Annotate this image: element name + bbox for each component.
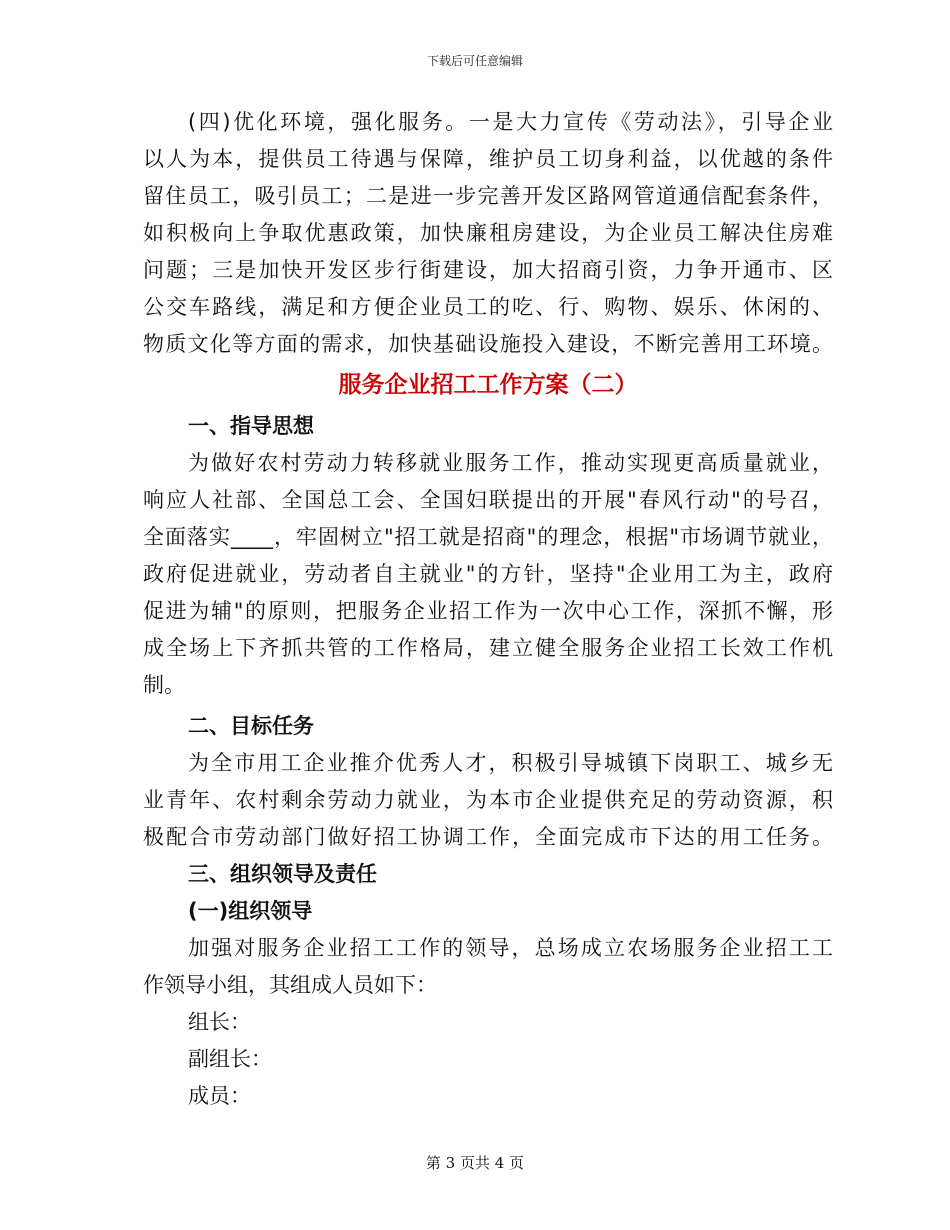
- paragraph-line: 政府促进就业，劳动者自主就业"的方针，坚持"企业用工为主，政府: [143, 562, 833, 586]
- paragraph-line: 以人为本，提供员工待遇与保障，维护员工切身利益，以优越的条件: [143, 147, 833, 171]
- role-deputy-leader: 副组长：: [188, 1047, 272, 1071]
- paragraph-line: 极配合市劳动部门做好招工协调工作，全面完成市下达的用工任务。: [143, 825, 833, 849]
- section-heading: 三、组织领导及责任: [188, 862, 377, 886]
- paragraph-line: 业青年、农村剩余劳动力就业，为本市企业提供充足的劳动资源，积: [143, 788, 833, 812]
- section-body: [143, 930, 833, 1115]
- paragraph-line: 为做好农村劳动力转移就业服务工作，推动实现更高质量就业，: [188, 451, 833, 475]
- document-title: 服务企业招工工作方案（二）: [338, 372, 638, 398]
- paragraph-line: 如积极向上争取优惠政策，加快廉租房建设，为企业员工解决住房难: [143, 221, 833, 245]
- paragraph-line: 全面落实____，牢固树立"招工就是招商"的理念，根据"市场调节就业，: [143, 525, 833, 549]
- paragraph-line: (四)优化环境，强化服务。一是大力宣传《劳动法》，引导企业: [188, 110, 833, 134]
- section-heading: 一、指导思想: [188, 414, 314, 438]
- paragraph-line: 物质文化等方面的需求，加快基础设施投入建设，不断完善用工环境。: [143, 332, 833, 356]
- page-footer: 第 3 页共 4 页: [425, 1154, 525, 1172]
- paragraph-line: 促进为辅"的原则，把服务企业招工作为一次中心工作，深抓不懈，形: [143, 599, 833, 623]
- subsection-heading: (一)组织领导: [188, 899, 313, 923]
- paragraph-line: 为全市用工企业推介优秀人才，积极引导城镇下岗职工、城乡无: [188, 751, 833, 775]
- paragraph-line: 留住员工，吸引员工；二是进一步完善开发区路网管道通信配套条件，: [143, 184, 833, 208]
- section-heading: 二、目标任务: [188, 714, 314, 738]
- document-body: [143, 104, 833, 1115]
- role-leader: 组长：: [188, 1010, 251, 1034]
- section-body: [143, 745, 833, 856]
- paragraph-line: 制。: [143, 673, 185, 697]
- paragraph-four: [143, 104, 833, 363]
- paragraph-line: 问题；三是加快开发区步行街建设，加大招商引资，力争开通市、区: [143, 258, 833, 282]
- paragraph-line: 加强对服务企业招工工作的领导，总场成立农场服务企业招工工: [188, 936, 833, 960]
- page-header: 下载后可任意编辑: [426, 54, 523, 68]
- section-body: [143, 445, 833, 704]
- paragraph-line: 响应人社部、全国总工会、全国妇联提出的开展"春风行动"的号召，: [143, 488, 833, 512]
- role-members: 成员：: [188, 1084, 251, 1108]
- paragraph-line: 公交车路线，满足和方便企业员工的吃、行、购物、娱乐、休闲的、: [143, 295, 833, 319]
- paragraph-line: 成全场上下齐抓共管的工作格局，建立健全服务企业招工长效工作机: [143, 636, 833, 660]
- paragraph-line: 作领导小组，其组成人员如下：: [143, 973, 437, 997]
